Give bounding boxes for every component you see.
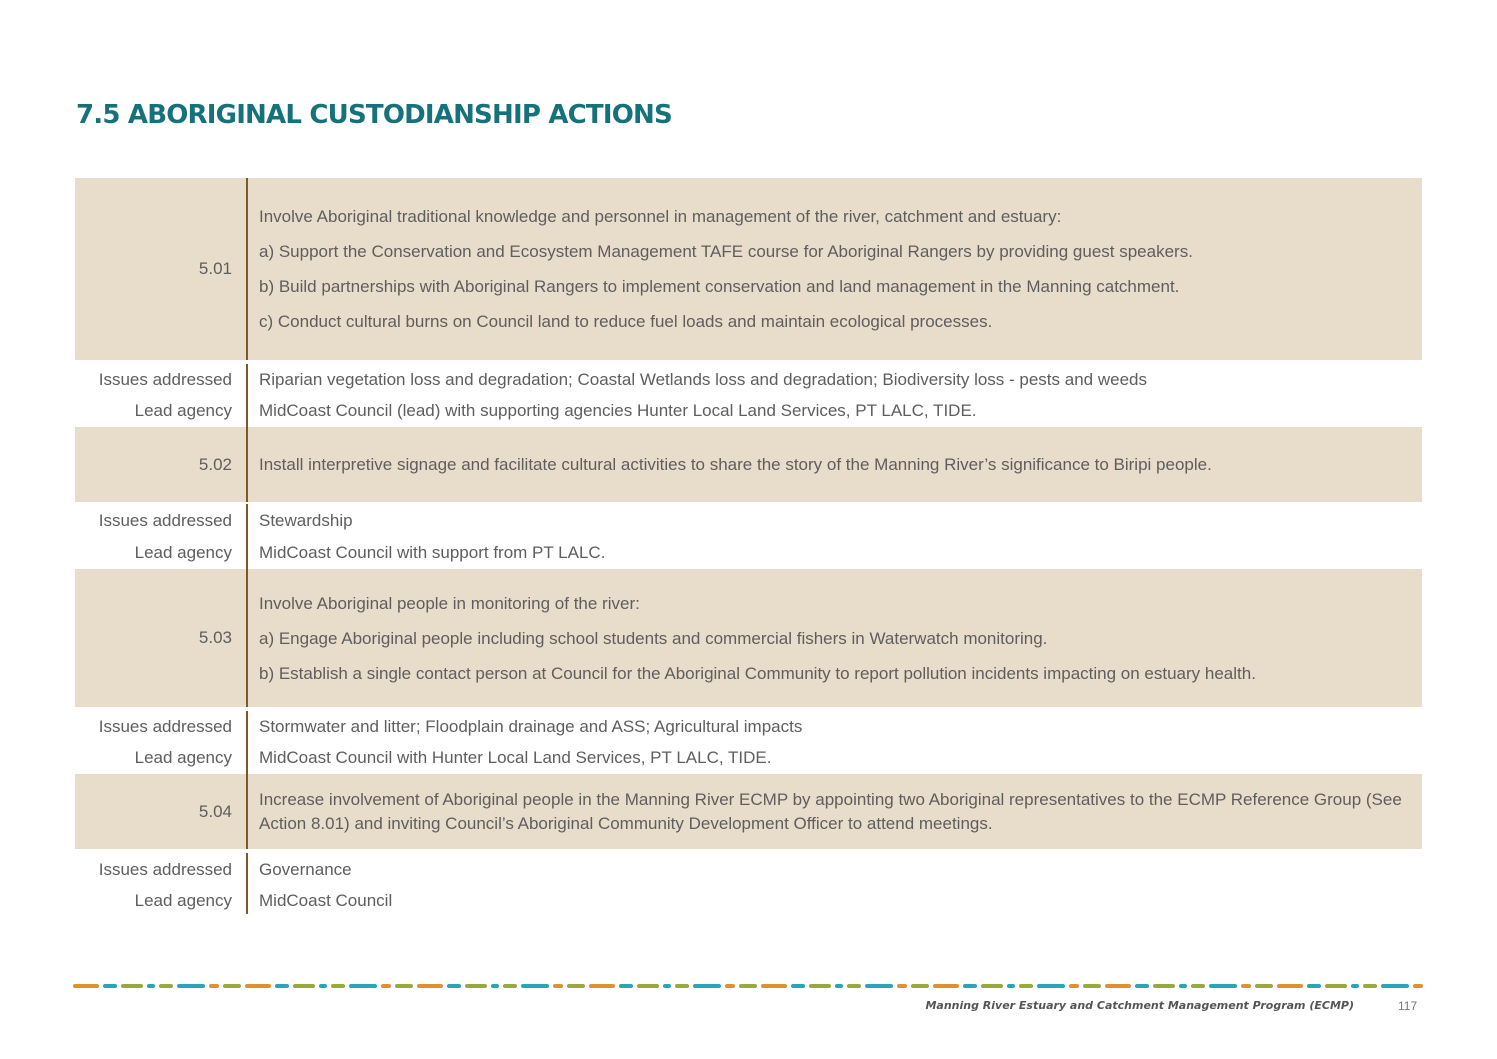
lead-value: MidCoast Council with Hunter Local Land Services, PT LALC, TIDE. xyxy=(246,741,1422,774)
action-description xyxy=(246,178,1422,360)
action-line: Involve Aboriginal people in monitoring of the river: xyxy=(259,593,640,613)
lead-value: MidCoast Council xyxy=(246,886,1422,914)
action-line: Involve Aboriginal traditional knowledge and personnel in management of the river, catchment and estuary: xyxy=(259,207,1062,226)
issues-label: Issues addressed xyxy=(98,369,232,389)
issues-label: Issues addressed xyxy=(98,510,232,530)
issues-row xyxy=(75,707,1422,741)
issues-row xyxy=(75,360,1422,394)
lead-label: Lead agency xyxy=(134,748,232,767)
lead-row xyxy=(75,886,1422,916)
action-row-5-04 xyxy=(75,774,1422,849)
issues-value: Governance xyxy=(246,853,1422,886)
action-line: Install interpretive signage and facilitate cultural activities to share the story of the Manning River’s significance to Biripi people. xyxy=(259,455,1212,474)
action-line: a) Engage Aboriginal people including school students and commercial fishers in Waterwatch monitoring. xyxy=(259,628,1048,648)
decorative-dashed-divider xyxy=(73,981,1425,991)
action-line: b) Build partnerships with Aboriginal Rangers to implement conservation and land management in the Manning catchment. xyxy=(259,277,1180,296)
issues-value: Stormwater and litter; Floodplain drainage and ASS; Agricultural impacts xyxy=(246,711,1422,741)
lead-value: MidCoast Council (lead) with supporting agencies Hunter Local Land Services, PT LALC, TIDE. xyxy=(246,394,1422,427)
lead-row xyxy=(75,394,1422,427)
action-line: b) Establish a single contact person at Council for the Aboriginal Community to report pollution incidents impacting on estuary health. xyxy=(259,663,1256,683)
lead-label: Lead agency xyxy=(134,401,232,420)
actions-table xyxy=(75,178,1422,916)
action-row-5-03 xyxy=(75,569,1422,707)
action-description xyxy=(246,569,1422,707)
lead-label: Lead agency xyxy=(134,890,232,910)
issues-row xyxy=(75,502,1422,536)
action-number: 5.01 xyxy=(198,259,232,278)
lead-row xyxy=(75,741,1422,774)
lead-value: MidCoast Council with support from PT LALC. xyxy=(246,536,1422,569)
issues-value: Stewardship xyxy=(246,504,1422,536)
issues-value: Riparian vegetation loss and degradation; Coastal Wetlands loss and degradation; Biodiversity loss - pests and weeds xyxy=(246,364,1422,394)
action-description xyxy=(246,774,1422,849)
issues-row xyxy=(75,849,1422,886)
lead-row xyxy=(75,536,1422,569)
page-number: 117 xyxy=(1398,999,1418,1013)
issues-label: Issues addressed xyxy=(98,860,232,879)
action-line: a) Support the Conservation and Ecosystem Management TAFE course for Aboriginal Rangers by providing guest speakers. xyxy=(259,242,1193,261)
issues-label: Issues addressed xyxy=(98,716,232,736)
lead-label: Lead agency xyxy=(134,543,232,562)
action-number: 5.04 xyxy=(198,801,232,821)
action-line: c) Conduct cultural burns on Council land to reduce fuel loads and maintain ecological processes. xyxy=(259,312,993,331)
action-row-5-01 xyxy=(75,178,1422,360)
action-number: 5.03 xyxy=(198,628,232,647)
action-line: Increase involvement of Aboriginal people in the Manning River ECMP by appointing two Aboriginal representatives to the ECMP Reference Group (See Action 8.01) and inviting Council’s Aboriginal Community Development Officer to attend meetings. xyxy=(259,789,1402,833)
footer-document-title: Manning River Estuary and Catchment Management Program (ECMP) xyxy=(925,999,1354,1012)
action-row-5-02 xyxy=(75,427,1422,502)
action-number: 5.02 xyxy=(198,454,232,474)
action-description xyxy=(246,427,1422,502)
page-title: 7.5 ABORIGINAL CUSTODIANSHIP ACTIONS xyxy=(76,100,672,130)
